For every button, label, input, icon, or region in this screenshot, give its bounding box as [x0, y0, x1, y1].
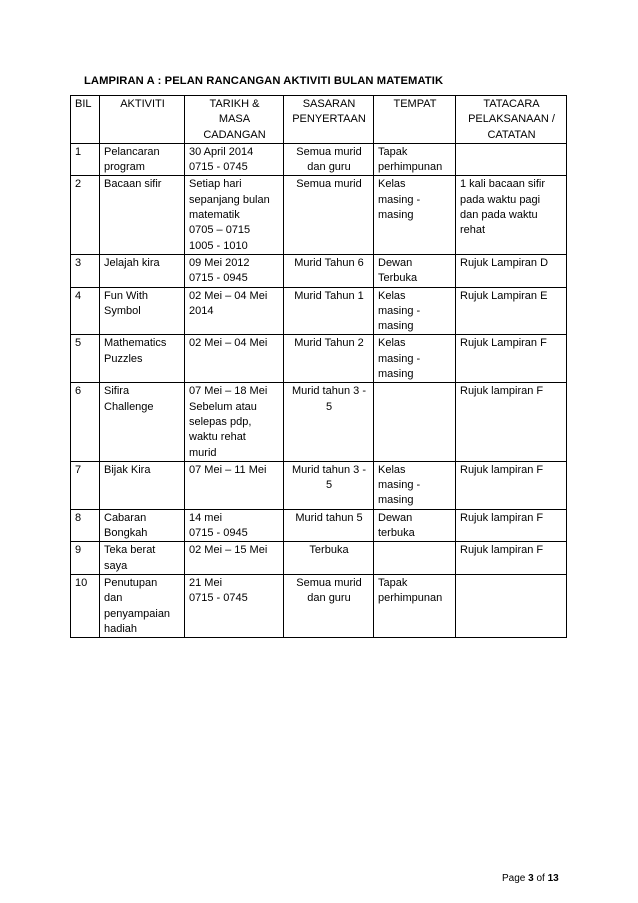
- cell-text: Tapak: [378, 145, 408, 158]
- cell-bil: [71, 509, 100, 542]
- cell-text: terbuka: [378, 527, 415, 540]
- cell-text: 09 Mei 2012: [189, 256, 250, 269]
- cell-bil: [71, 254, 100, 287]
- cell-text: BIL: [75, 98, 92, 110]
- cell-tempat: [374, 461, 456, 509]
- cell-text: masing: [378, 494, 414, 507]
- cell-text: Mathematics: [104, 337, 167, 350]
- cell-text: 02 Mei – 04 Mei: [189, 337, 268, 350]
- cell-text: Dewan: [378, 256, 413, 269]
- cell-tempat: [374, 254, 456, 287]
- cell-bil: [71, 176, 100, 254]
- cell-text: masing: [378, 209, 414, 222]
- cell-text: Bacaan sifir: [104, 178, 162, 191]
- cell-tempat: [374, 574, 456, 637]
- cell-text: Terbuka: [378, 272, 418, 285]
- cell-text: Teka berat: [104, 544, 156, 557]
- cell-text: Dewan: [378, 511, 413, 524]
- cell-text: Cabaran: [104, 511, 147, 524]
- cell-text: matematik: [189, 209, 240, 222]
- cell-text: 10: [75, 576, 88, 589]
- cell-text: 02 Mei – 15 Mei: [189, 544, 268, 557]
- cell-text: masing: [378, 368, 414, 381]
- of-label: of: [536, 873, 545, 884]
- cell-text: MASA: [218, 113, 251, 126]
- cell-tarikh: [185, 254, 284, 287]
- cell-aktiviti: [100, 542, 185, 575]
- cell-text: 5: [325, 479, 333, 492]
- cell-tarikh: [185, 383, 284, 461]
- header-sasaran: [284, 96, 374, 144]
- page-label: Page: [502, 873, 526, 884]
- cell-catatan: [456, 335, 567, 383]
- cell-text: 5: [75, 337, 82, 350]
- cell-aktiviti: [100, 461, 185, 509]
- cell-bil: [71, 143, 100, 176]
- cell-bil: [71, 287, 100, 335]
- cell-text: Rujuk Lampiran F: [460, 337, 547, 350]
- cell-text: 0715 - 0945: [189, 527, 248, 540]
- cell-text: Murid Tahun 6: [294, 256, 364, 269]
- cell-sasaran: [284, 335, 374, 383]
- header-aktiviti: [100, 96, 185, 144]
- cell-text: dan guru: [307, 161, 351, 174]
- table-row: [71, 143, 567, 176]
- cell-tarikh: [185, 287, 284, 335]
- cell-text: Rujuk lampiran F: [460, 544, 544, 557]
- cell-text: perhimpunan: [378, 161, 443, 174]
- cell-tarikh: [185, 335, 284, 383]
- cell-text: 07 Mei – 11 Mei: [189, 463, 267, 476]
- cell-text: Semua murid: [296, 576, 362, 589]
- cell-text: Terbuka: [309, 544, 349, 557]
- cell-text: Semua murid: [296, 145, 362, 158]
- cell-aktiviti: [100, 383, 185, 461]
- cell-aktiviti: [100, 509, 185, 542]
- total-pages: 13: [547, 873, 559, 884]
- cell-sasaran: [284, 542, 374, 575]
- cell-text: Setiap hari: [189, 178, 242, 191]
- cell-sasaran: [284, 574, 374, 637]
- cell-text: Rujuk lampiran F: [460, 385, 544, 398]
- cell-text: masing -: [378, 352, 421, 365]
- table-row: [71, 176, 567, 254]
- header-bil: [71, 96, 100, 144]
- table-row: [71, 461, 567, 509]
- header-row: [71, 96, 567, 144]
- cell-text: 1005 - 1010: [189, 239, 248, 252]
- table-row: [71, 383, 567, 461]
- cell-sasaran: [284, 254, 374, 287]
- cell-text: 07 Mei – 18 Mei: [189, 385, 268, 398]
- cell-tempat: [374, 383, 456, 461]
- cell-text: 0705 – 0715: [189, 224, 251, 237]
- cell-text: masing -: [378, 479, 421, 492]
- cell-text: Bongkah: [104, 527, 148, 540]
- cell-bil: [71, 383, 100, 461]
- cell-text: dan guru: [307, 592, 351, 605]
- cell-catatan: [456, 574, 567, 637]
- cell-text: Murid tahun 5: [295, 511, 363, 524]
- cell-text: Sebelum atau: [189, 400, 257, 413]
- table-row: [71, 542, 567, 575]
- cell-catatan: [456, 143, 567, 176]
- cell-catatan: [456, 287, 567, 335]
- cell-text: 4: [75, 289, 82, 302]
- cell-text: Murid Tahun 1: [294, 289, 364, 302]
- cell-text: 2014: [189, 304, 214, 317]
- page-number: [502, 873, 559, 884]
- table-row: [71, 335, 567, 383]
- cell-text: dan pada waktu: [460, 209, 538, 222]
- cell-text: TEMPAT: [393, 98, 437, 110]
- cell-tempat: [374, 176, 456, 254]
- cell-tarikh: [185, 542, 284, 575]
- cell-aktiviti: [100, 574, 185, 637]
- cell-text: 3: [75, 256, 82, 269]
- current-page: 3: [528, 873, 534, 884]
- cell-aktiviti: [100, 176, 185, 254]
- cell-tarikh: [185, 509, 284, 542]
- cell-text: Symbol: [104, 304, 141, 317]
- cell-text: waktu rehat: [189, 431, 246, 444]
- cell-text: Pelancaran: [104, 145, 160, 158]
- cell-text: 0715 - 0745: [189, 592, 248, 605]
- cell-text: dan: [104, 592, 123, 605]
- cell-text: masing -: [378, 193, 421, 206]
- cell-text: 21 Mei: [189, 576, 223, 589]
- cell-bil: [71, 461, 100, 509]
- cell-sasaran: [284, 461, 374, 509]
- cell-text: 6: [75, 385, 82, 398]
- cell-text: pada waktu pagi: [460, 193, 541, 206]
- cell-text: Murid Tahun 2: [294, 337, 364, 350]
- cell-text: program: [104, 161, 145, 174]
- cell-text: Kelas: [378, 178, 406, 191]
- cell-tempat: [374, 143, 456, 176]
- cell-text: 02 Mei – 04 Mei: [189, 289, 268, 302]
- cell-text: Penutupan: [104, 576, 158, 589]
- cell-text: Kelas: [378, 337, 406, 350]
- cell-text: 7: [75, 463, 82, 476]
- cell-catatan: [456, 509, 567, 542]
- cell-sasaran: [284, 287, 374, 335]
- cell-tempat: [374, 335, 456, 383]
- cell-text: perhimpunan: [378, 592, 443, 605]
- cell-text: PELAKSANAAN /: [468, 113, 555, 126]
- cell-text: Bijak Kira: [104, 463, 151, 476]
- cell-text: Rujuk lampiran F: [460, 511, 544, 524]
- cell-sasaran: [284, 143, 374, 176]
- cell-text: Fun With: [104, 289, 149, 302]
- cell-text: TARIKH &: [209, 98, 260, 110]
- cell-tarikh: [185, 176, 284, 254]
- cell-aktiviti: [100, 335, 185, 383]
- cell-text: saya: [104, 559, 128, 572]
- cell-text: Semua murid: [296, 178, 362, 191]
- cell-text: TATACARA: [483, 98, 540, 110]
- cell-text: 5: [325, 400, 333, 413]
- cell-text: sepanjang bulan: [189, 193, 270, 206]
- cell-text: rehat: [460, 224, 486, 237]
- cell-bil: [71, 542, 100, 575]
- cell-text: 8: [75, 511, 82, 524]
- header-tarikh: [185, 96, 284, 144]
- cell-catatan: [456, 176, 567, 254]
- cell-text: SASARAN: [302, 98, 356, 110]
- cell-tarikh: [185, 461, 284, 509]
- cell-bil: [71, 335, 100, 383]
- cell-text: CATATAN: [487, 128, 536, 141]
- cell-text: Tapak: [378, 576, 408, 589]
- cell-text: selepas pdp,: [189, 415, 252, 428]
- cell-text: penyampaian: [104, 607, 171, 620]
- cell-text: Jelajah kira: [104, 256, 160, 269]
- cell-tempat: [374, 542, 456, 575]
- cell-text: Rujuk lampiran F: [460, 463, 544, 476]
- cell-text: 0715 - 0745: [189, 161, 248, 174]
- cell-text: Rujuk Lampiran D: [460, 256, 549, 269]
- cell-text: 14 mei: [189, 511, 223, 524]
- cell-sasaran: [284, 509, 374, 542]
- cell-aktiviti: [100, 254, 185, 287]
- cell-text: PENYERTAAN: [292, 113, 366, 126]
- cell-catatan: [456, 461, 567, 509]
- cell-catatan: [456, 383, 567, 461]
- cell-text: Sifira: [104, 385, 130, 398]
- table-row: [71, 254, 567, 287]
- activity-plan-table: [70, 95, 567, 638]
- cell-tarikh: [185, 143, 284, 176]
- cell-catatan: [456, 254, 567, 287]
- cell-text: Kelas: [378, 463, 406, 476]
- cell-text: CADANGAN: [203, 128, 266, 141]
- cell-tempat: [374, 287, 456, 335]
- cell-text: hadiah: [104, 622, 138, 635]
- cell-text: masing -: [378, 304, 421, 317]
- cell-sasaran: [284, 176, 374, 254]
- cell-aktiviti: [100, 143, 185, 176]
- cell-text: 30 April 2014: [189, 145, 254, 158]
- page-title: LAMPIRAN A : PELAN RANCANGAN AKTIVITI BULAN MATEMATIK: [84, 75, 444, 87]
- cell-tarikh: [185, 574, 284, 637]
- header-catatan: [456, 96, 567, 144]
- cell-text: Puzzles: [104, 352, 143, 365]
- cell-text: Rujuk Lampiran E: [460, 289, 548, 302]
- cell-text: 1: [75, 145, 82, 158]
- cell-text: Kelas: [378, 289, 406, 302]
- table-body: [71, 143, 567, 637]
- cell-text: Murid tahun 3 -: [292, 385, 366, 398]
- cell-sasaran: [284, 383, 374, 461]
- cell-bil: [71, 574, 100, 637]
- cell-text: AKTIVITI: [120, 98, 165, 110]
- cell-tempat: [374, 509, 456, 542]
- cell-text: 1 kali bacaan sifir: [460, 178, 545, 191]
- table-row: [71, 574, 567, 637]
- cell-catatan: [456, 542, 567, 575]
- header-tempat: [374, 96, 456, 144]
- cell-text: Challenge: [104, 400, 154, 413]
- table-row: [71, 287, 567, 335]
- cell-text: 9: [75, 544, 82, 557]
- cell-text: Murid tahun 3 -: [292, 463, 366, 476]
- cell-text: 0715 - 0945: [189, 272, 248, 285]
- cell-text: masing: [378, 320, 414, 333]
- cell-text: 2: [75, 178, 82, 191]
- cell-aktiviti: [100, 287, 185, 335]
- cell-text: murid: [189, 446, 217, 459]
- table-row: [71, 509, 567, 542]
